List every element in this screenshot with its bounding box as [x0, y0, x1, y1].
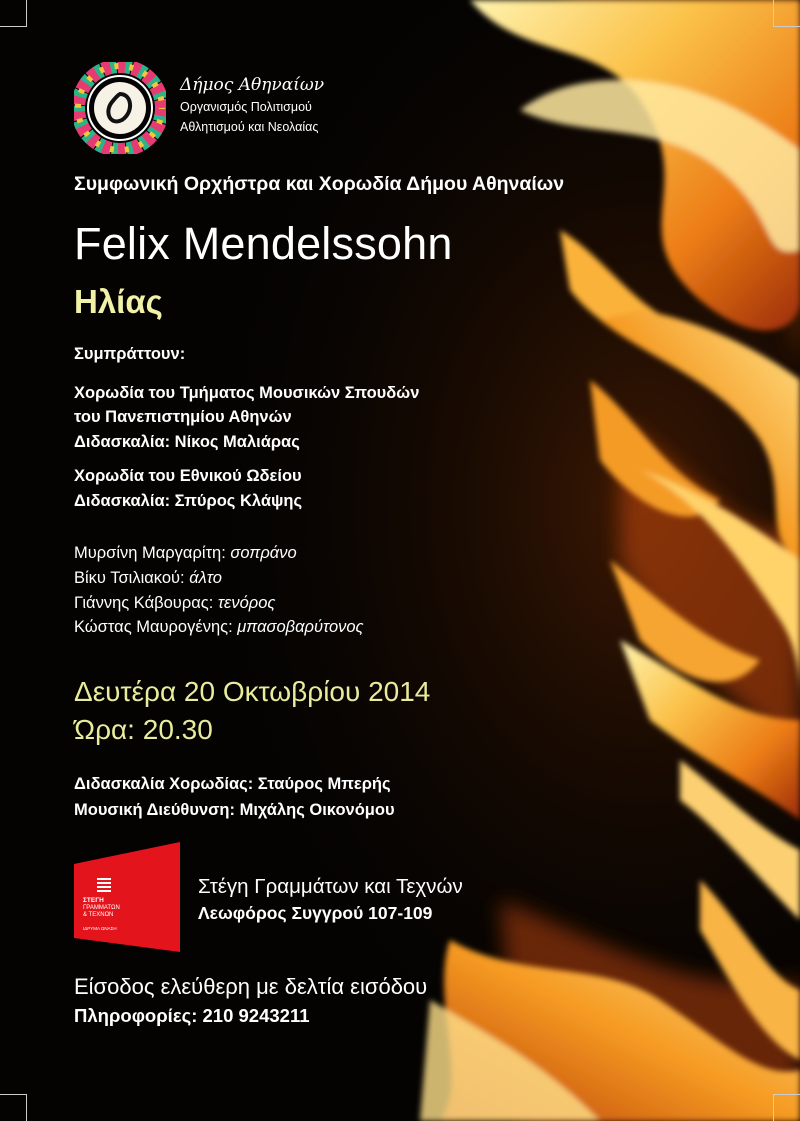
stegi-logo-line-3: & ΤΕΧΝΩΝ — [83, 912, 114, 918]
soloist-role: τενόρος — [217, 594, 276, 612]
organizer-line-2: Αθλητισμού και Νεολαίας — [180, 120, 319, 134]
organizer-line-1: Οργανισμός Πολιτισμού — [180, 100, 312, 114]
soloist-role: σοπράνο — [230, 544, 297, 562]
soloist-name: Βίκυ Τσιλιακού: — [74, 569, 185, 587]
crop-mark-top-left — [0, 0, 27, 27]
work-title: Ηλίας — [74, 283, 163, 320]
music-director-credit: Μουσική Διεύθυνση: Μιχάλης Οικονόμου — [74, 801, 395, 819]
concert-time: Ώρα: 20.30 — [74, 714, 213, 745]
ensemble-title: Συμφωνική Ορχήστρα και Χορωδία Δήμου Αθηναίων — [74, 173, 565, 195]
municipality-logo-icon — [74, 62, 166, 154]
info-phone: Πληροφορίες: 210 9243211 — [74, 1005, 310, 1026]
onassis-stegi-logo-icon — [74, 842, 180, 952]
choir1-line-1: Χορωδία του Τμήματος Μουσικών Σπουδών — [74, 384, 420, 402]
choir-director-credit: Διδασκαλία Χορωδίας: Σταύρος Μπερής — [74, 775, 391, 793]
soloist-name: Γιάννης Κάβουρας: — [74, 594, 214, 612]
stegi-logo-line-1: ΣΤΕΓΗ — [83, 897, 104, 904]
choir1-line-3: Διδασκαλία: Νίκος Μαλιάρας — [74, 433, 300, 451]
soloist-role: άλτο — [189, 569, 222, 587]
concert-date: Δευτέρα 20 Οκτωβρίου 2014 — [74, 676, 431, 707]
venue-address: Λεωφόρος Συγγρού 107-109 — [198, 903, 433, 923]
soloist-row — [74, 594, 275, 613]
choir2-line-2: Διδασκαλία: Σπύρος Κλάψης — [74, 492, 303, 510]
composer-name: Felix Mendelssohn — [74, 218, 453, 269]
soloist-role: μπασοβαρύτονος — [237, 618, 364, 636]
stegi-logo-line-2: ΓΡΑΜΜΑΤΩΝ — [83, 905, 120, 911]
stegi-logo-line-4: ΙΔΡΥΜΑ ΩΝΑΣΗ — [83, 926, 117, 931]
crop-mark-bottom-left — [0, 1094, 27, 1121]
entry-note: Είσοδος ελεύθερη με δελτία εισόδου — [74, 974, 428, 999]
crop-mark-bottom-right — [773, 1094, 800, 1121]
venue-name: Στέγη Γραμμάτων και Τεχνών — [198, 875, 463, 898]
participants-heading: Συμπράττουν: — [74, 345, 186, 363]
choir2-line-1: Χορωδία του Εθνικού Ωδείου — [74, 467, 302, 485]
soloist-row — [74, 569, 222, 588]
soloist-name: Κώστας Μαυρογένης: — [74, 618, 233, 636]
crop-mark-top-right — [773, 0, 800, 27]
organizer-script-name: Δήμος Αθηναίων — [180, 75, 325, 95]
soloist-row — [74, 618, 364, 637]
choir1-line-2: του Πανεπιστημίου Αθηνών — [74, 408, 292, 426]
soloist-name: Μυρσίνη Μαργαρίτη: — [74, 544, 226, 562]
soloist-row — [74, 544, 297, 563]
